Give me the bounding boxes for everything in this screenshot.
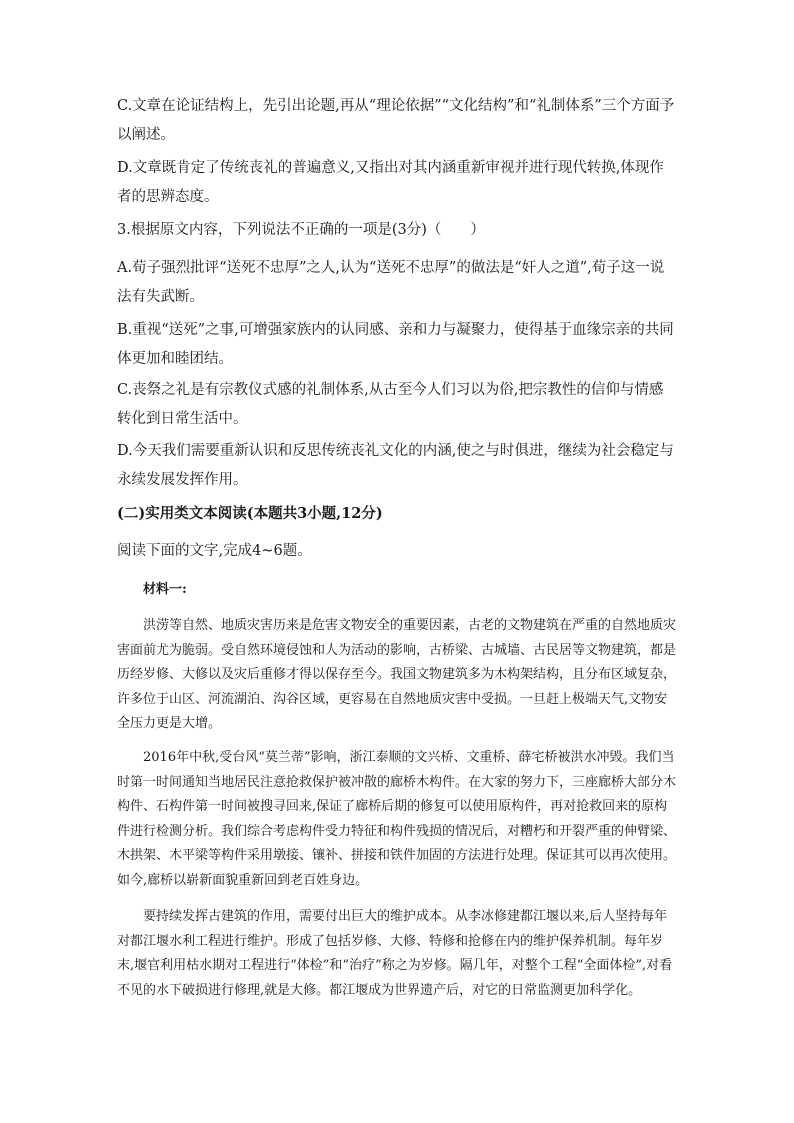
material-1-label: 材料一: <box>143 582 187 597</box>
option-2c: C.文章在论证结构上，先引出论题,再从“理论依据”“文化结构”和“礼制体系”三个方面予以阐述。 <box>117 98 675 143</box>
question-3-stem: 3.根据原文内容，下列说法不正确的一项是(3分)（ ） <box>117 222 485 238</box>
section-2-title: (二)实用类文本阅读(本题共3小题,12分) <box>117 505 383 522</box>
option-3a: A.荀子强烈批评“送死不忠厚”之人,认为“送死不忠厚”的做法是“奸人之道”,荀子这一说法有失武断。 <box>117 260 665 305</box>
option-3c: C.丧祭之礼是有宗教仪式感的礼制体系,从古至今人们习以为俗,把宗教性的信仰与情感转化到日常生活中。 <box>117 382 664 427</box>
section-2-instruction: 阅读下面的文字,完成4~6题。 <box>117 543 312 559</box>
material-1-paragraph-3: 要持续发挥古建筑的作用，需要付出巨大的维护成本。从李冰修建都江堰以来,后人坚持每年对都江堰水利工程进行维护。形成了包括岁修、大修、特修和抢修在内的维护保养机制。每年岁末,堰官利用枯水期对工程进行“体检”和“治疗”称之为岁修。隔几年，对整个工程“全面体检”,对看不见的水下破损进行修理,就是大修。都江堰成为世界遗产后，对它的日常监测更加科学化。 <box>117 909 673 998</box>
material-1-paragraph-1: 洪涝等自然、地质灾害历来是危害文物安全的重要因素，古老的文物建筑在严重的自然地质灾害面前尤为脆弱。受自然环境侵蚀和人为活动的影响，古桥梁、古城墙、古民居等文物建筑，都是历经岁修、大修以及灾后重修才得以保存至今。我国文物建筑多为木构架结构，且分布区域复杂，许多位于山区、河流湖泊、沟谷区域，更容易在自然地质灾害中受损。一旦赶上极端天气,文物安全压力更是大增。 <box>117 618 677 731</box>
material-1-paragraph-2: 2016年中秋,受台风“莫兰蒂”影响，浙江泰顺的文兴桥、文重桥、薛宅桥被洪水冲毁。我们当时第一时间通知当地居民注意抢救保护被冲散的廊桥木构件。在大家的努力下，三座廊桥大部分木构件、石构件第一时间被搜寻回来,保证了廊桥后期的修复可以使用原构件，再对抢救回来的原构件进行检测分析。我们综合考虑构件受力特征和构件残损的情况后，对糟朽和开裂严重的伸臂梁、木拱架、木平梁等构件采用墩接、镶补、拼接和铁件加固的方法进行处理。保证其可以再次使用。如今,廊桥以崭新面貌重新回到老百姓身边。 <box>117 750 677 888</box>
option-3b: B.重视“送死”之事,可增强家族内的认同感、亲和力与凝聚力，使得基于血缘宗亲的共同体更加和睦团结。 <box>117 322 674 367</box>
option-3d: D.今天我们需要重新认识和反思传统丧礼文化的内涵,使之与时俱进，继续为社会稳定与永续发展发挥作用。 <box>117 443 674 488</box>
option-2d: D.文章既肯定了传统丧礼的普遍意义,又指出对其内涵重新审视并进行现代转换,体现作者的思辨态度。 <box>117 160 664 205</box>
